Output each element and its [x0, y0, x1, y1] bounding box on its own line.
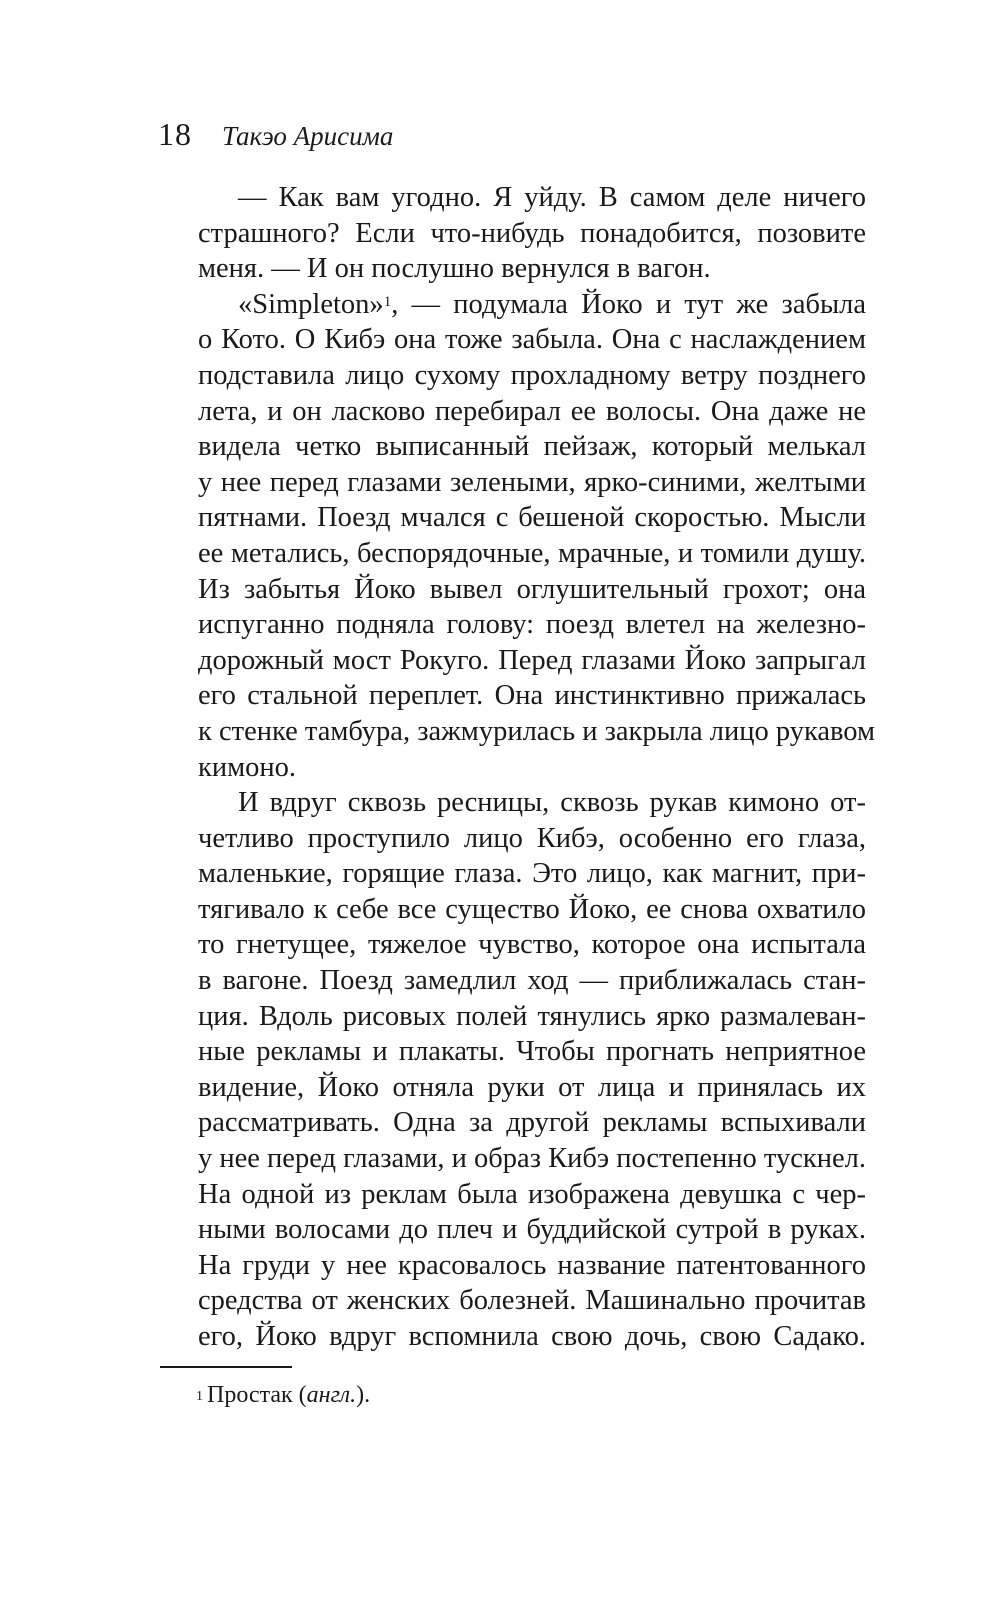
text-line: к стенке тамбура, зажмурилась и закрыла лицо рукавом — [198, 715, 876, 747]
text-line: меня. — И он послушно вернулся в вагон. — [198, 253, 711, 285]
footnote-reference: 1 — [383, 293, 392, 310]
text-line: Из забытья Йоко вывел оглушительный грохот; она — [198, 573, 866, 605]
text-line: лета, и он ласково перебирал ее волосы. Она даже не — [198, 395, 866, 427]
paragraph-2 — [158, 287, 876, 785]
footnote-text-before: Простак ( — [207, 1382, 307, 1408]
text-line: видение, Йоко отняла руки от лица и принялась их — [198, 1071, 866, 1103]
text-line: в вагоне. Поезд замедлил ход — приближалась стан- — [198, 965, 866, 997]
running-head-author: Такэо Арисима — [222, 121, 394, 151]
text-line: тягивало к себе все существо Йоко, ее снова охватило — [198, 893, 866, 925]
text-line: маленькие, горящие глаза. Это лицо, как магнит, при- — [198, 858, 866, 890]
text-line: кимоно. — [198, 751, 297, 783]
page-number: 18 — [158, 116, 192, 152]
simpleton-word: «Simpleton» — [238, 288, 384, 320]
text-segment: , — подумала Йоко и тут же забыла — [391, 288, 866, 320]
text-line: подставила лицо сухому прохладному ветру позднего — [198, 359, 866, 391]
text-line: ными волосами до плеч и буддийской сутрой в руках. — [198, 1214, 866, 1246]
text-line-with-footnote — [158, 287, 866, 323]
footnote — [196, 1378, 370, 1412]
footnote-text-after: ). — [356, 1382, 371, 1408]
text-line: страшного? Если что-нибудь понадобится, позовите — [198, 217, 866, 249]
text-line: дорожный мост Рокуго. Перед глазами Йоко запрыгал — [198, 644, 866, 676]
text-line: его стальной переплет. Она инстинктивно прижалась — [198, 680, 866, 712]
body-text — [158, 180, 876, 1355]
text-line: И вдруг сквозь ресницы, сквозь рукав кимоно от- — [238, 787, 866, 819]
footnote-language: англ. — [306, 1382, 357, 1408]
running-head — [158, 112, 393, 156]
paragraph-1 — [158, 180, 866, 287]
text-line: у нее перед глазами, и образ Кибэ постепенно тускнел. — [198, 1143, 867, 1175]
text-line: средства от женских болезней. Машинально прочитав — [198, 1285, 866, 1317]
footnote-mark: 1 — [196, 1389, 203, 1404]
footnote-divider — [160, 1366, 292, 1368]
text-line: — Как вам угодно. Я уйду. В самом деле ничего — [238, 182, 866, 213]
text-line: то гнетущее, тяжелое чувство, которое она испытала — [198, 929, 866, 961]
text-line: ция. Вдоль рисовых полей тянулись ярко размалеван- — [198, 1000, 866, 1032]
text-line: его, Йоко вдруг вспомнила свою дочь, свою Садако. — [198, 1321, 866, 1352]
text-line: рассматривать. Одна за другой рекламы вспыхивали — [198, 1107, 866, 1139]
paragraph-3 — [158, 785, 866, 1355]
text-line: На груди у нее красовалось название патентованного — [198, 1249, 866, 1281]
text-line: На одной из реклам была изображена девушка с чер- — [198, 1178, 866, 1210]
text-line: о Кото. О Кибэ она тоже забыла. Она с наслаждением — [198, 324, 866, 356]
text-line: испуганно подняла голову: поезд влетел на железно- — [198, 609, 866, 641]
text-line: пятнами. Поезд мчался с бешеной скоростью. Мысли — [198, 502, 866, 534]
text-line: ные рекламы и плакаты. Чтобы прогнать неприятное — [198, 1036, 866, 1068]
text-line: ее метались, беспорядочные, мрачные, и томили душу. — [198, 537, 866, 569]
text-line: четливо проступило лицо Кибэ, особенно его глаза, — [198, 822, 866, 854]
text-line: у нее перед глазами зелеными, ярко-синими, желтыми — [198, 466, 866, 498]
text-line: видела четко выписанный пейзаж, который мелькал — [198, 431, 866, 463]
